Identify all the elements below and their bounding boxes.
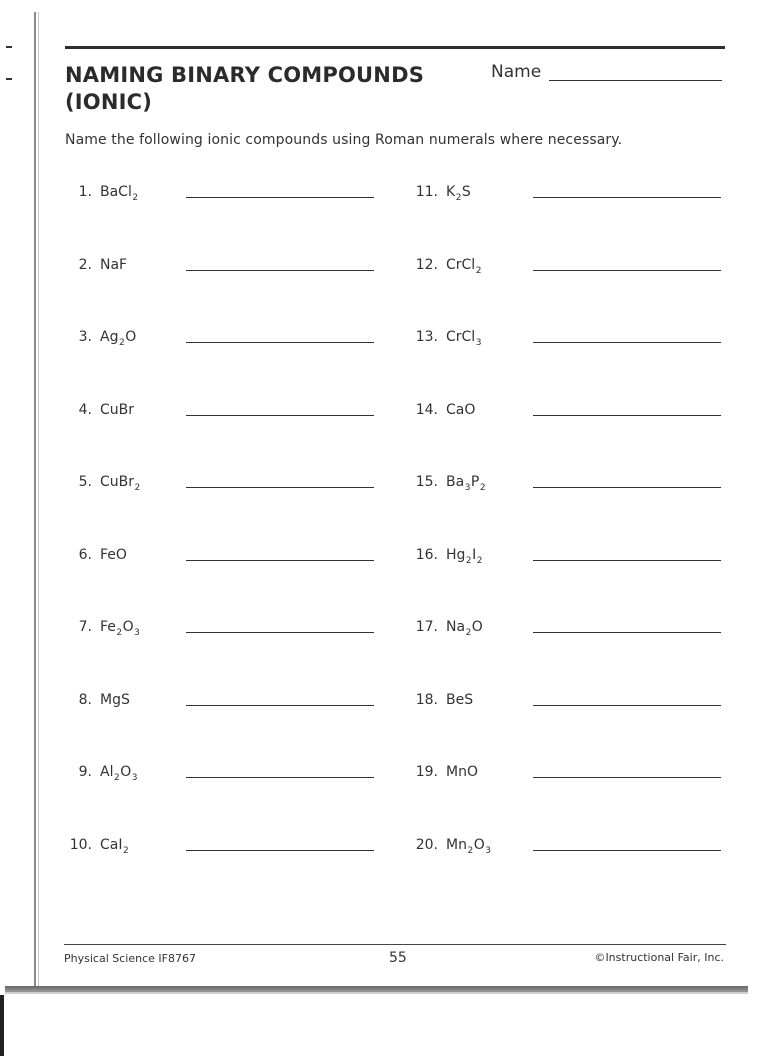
question-number: 17. [415,619,438,635]
formula-element: I [472,546,477,563]
question-number: 2. [78,256,92,273]
question-number: 6. [78,546,92,563]
scan-mark [6,78,12,80]
formula-subscript: 2 [465,628,472,638]
chemical-formula [100,184,139,203]
question-number: 13. [415,329,438,345]
formula-element: Al [100,764,114,780]
formula-subscript: 2 [476,555,483,566]
chemical-formula [100,764,138,783]
formula-element: Ba [446,474,465,490]
scan-edge-shadow [5,992,748,994]
answer-field[interactable] [533,705,721,706]
formula-subscript: 2 [118,338,125,348]
formula-subscript: 2 [465,555,472,566]
question-number: 1. [78,184,92,200]
formula-subscript: 2 [455,193,462,203]
formula-element: Fe [100,619,116,635]
chemical-formula [446,546,483,566]
answer-field[interactable] [186,705,374,706]
left-margin-rule-inner [38,12,39,988]
instructions: Name the following ionic compounds using Roman numerals where necessary. [65,132,623,148]
footer-course: Physical Science IF8767 [64,952,196,965]
chemical-formula [446,764,478,780]
chemical-formula [446,836,491,856]
question-number: 11. [415,184,438,200]
formula-subscript: 2 [116,628,123,638]
footer-copyright: ©Instructional Fair, Inc. [594,951,724,964]
question-number: 18. [415,691,438,708]
footer-rule [64,944,726,945]
chemical-formula [100,402,134,418]
chemical-formula [446,329,482,348]
answer-field[interactable] [533,777,721,778]
formula-subscript: 2 [479,483,486,493]
question-number: 8. [78,691,92,708]
page-number: 55 [389,950,407,966]
formula-element: CuBr [100,474,135,490]
answer-field[interactable] [533,850,721,851]
formula-element: MgS [100,691,130,708]
formula-subscript: 2 [113,773,120,783]
formula-element: CuBr [100,401,135,418]
formula-element: FeO [100,546,127,563]
formula-subscript: 3 [131,773,138,783]
formula-element: CrCl [446,329,476,345]
chemical-formula [100,692,130,708]
answer-field[interactable] [533,270,721,271]
formula-subscript: 2 [122,845,129,856]
answer-field[interactable] [186,560,374,561]
answer-field[interactable] [533,632,721,633]
question-number: 4. [78,401,92,418]
answer-field[interactable] [186,777,374,778]
question-number: 9. [78,764,92,780]
scan-edge-left [0,995,4,1056]
formula-subscript: 2 [475,265,482,276]
formula-element: CaO [446,401,476,418]
formula-element: Mn [446,836,467,853]
answer-field[interactable] [186,342,374,343]
formula-element: Ag [100,329,119,345]
answer-field[interactable] [533,342,721,343]
chemical-formula [446,619,483,638]
chemical-formula [100,474,141,493]
answer-field[interactable] [533,197,721,198]
name-field[interactable] [549,80,722,81]
question-number: 20. [415,836,438,853]
question-number: 3. [78,329,92,345]
answer-field[interactable] [533,487,721,488]
name-label: Name [491,62,542,82]
formula-subscript: 2 [132,193,139,203]
chemical-formula [446,402,475,418]
title-line-2: (IONIC) [65,90,153,114]
answer-field[interactable] [533,415,721,416]
formula-element: O [125,329,137,345]
formula-subscript: 3 [464,483,471,493]
formula-element: NaF [100,256,128,273]
answer-field[interactable] [186,270,374,271]
chemical-formula [100,257,127,273]
formula-element: S [461,184,471,200]
chemical-formula [446,692,473,708]
question-number: 10. [69,836,92,853]
formula-element: Na [446,619,466,635]
formula-subscript: 3 [134,628,140,638]
chemical-formula [100,836,129,856]
formula-element: O [122,619,134,635]
chemical-formula [100,547,127,563]
question-number: 14. [415,401,438,418]
left-margin-rule [34,12,36,988]
formula-subscript: 2 [134,483,141,493]
answer-field[interactable] [186,487,374,488]
question-number: 19. [415,764,438,780]
chemical-formula [446,184,471,203]
question-number: 7. [78,619,92,635]
formula-element: CrCl [446,256,476,273]
chemical-formula [446,474,486,493]
answer-field[interactable] [186,850,374,851]
formula-element: CaI [100,836,123,853]
question-number: 5. [78,474,92,490]
answer-field[interactable] [533,560,721,561]
question-number: 16. [415,546,438,563]
title-line-1: NAMING BINARY COMPOUNDS [65,63,425,87]
formula-element: P [470,474,480,490]
formula-element: BeS [446,691,474,708]
formula-subscript: 2 [467,845,474,856]
question-number: 12. [415,256,438,273]
worksheet-title [65,62,424,116]
formula-element: BaCl [100,184,132,200]
formula-subscript: 3 [485,845,491,856]
question-number: 15. [415,474,438,490]
formula-element: MnO [446,764,478,780]
formula-element: O [471,619,483,635]
scan-mark [6,46,12,48]
answer-field[interactable] [186,415,374,416]
chemical-formula [446,256,482,276]
chemical-formula [100,329,137,348]
chemical-formula [100,619,140,638]
answer-field[interactable] [186,632,374,633]
formula-subscript: 3 [475,338,482,348]
formula-element: Hg [446,546,466,563]
formula-element: O [120,764,132,780]
formula-element: K [446,184,456,200]
formula-element: O [473,836,485,853]
answer-field[interactable] [186,197,374,198]
header-rule [65,46,725,49]
